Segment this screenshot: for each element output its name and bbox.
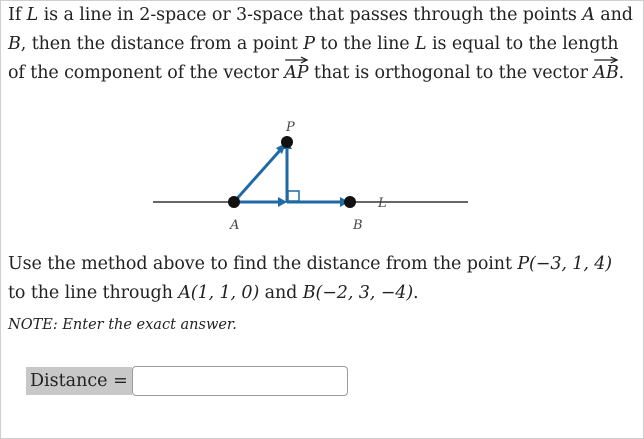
vector-arrow-icon <box>593 56 618 64</box>
text: to the line through <box>8 283 179 303</box>
text: of the component of the vector <box>8 63 285 83</box>
point-A <box>228 196 240 208</box>
right-angle-marker <box>288 191 299 201</box>
label-L: L <box>378 196 387 211</box>
vector-AP <box>284 59 308 88</box>
vector-AB-label: AB <box>593 63 619 83</box>
math-point-P: P(−3, 1, 4) <box>517 254 613 274</box>
text: Use the method above to find the distance from the point <box>8 254 518 274</box>
vector-AB <box>593 59 618 88</box>
text: that is orthogonal to the vector <box>308 63 594 83</box>
text: and <box>594 5 633 25</box>
math-point-B: B(−2, 3, −4) <box>302 283 414 303</box>
math-L: L <box>414 34 427 54</box>
math-P: P <box>303 34 315 54</box>
point-B <box>344 196 356 208</box>
text: . <box>413 283 419 303</box>
text: . <box>618 63 625 83</box>
note-text: NOTE: Enter the exact answer. <box>8 317 237 333</box>
label-A: A <box>230 218 240 233</box>
task-statement <box>8 250 638 308</box>
problem-statement <box>8 1 638 88</box>
distance-input[interactable] <box>132 366 348 396</box>
distance-label: Distance = <box>26 367 132 395</box>
text: and <box>259 283 303 303</box>
distance-diagram <box>150 118 480 238</box>
math-B: B <box>8 34 21 54</box>
point-P <box>281 136 293 148</box>
vector-AP-arrow <box>234 147 283 202</box>
text: , then the distance from a point <box>20 34 304 54</box>
text: to the line <box>314 34 415 54</box>
text: is equal to the length <box>426 34 619 54</box>
math-L: L <box>26 5 39 25</box>
label-P: P <box>286 120 295 135</box>
text: If <box>8 5 27 25</box>
vector-arrow-icon <box>284 56 308 64</box>
text: is a line in 2-space or 3-space that passes through the points <box>38 5 583 25</box>
label-B: B <box>353 218 363 233</box>
vector-AP-label: AP <box>284 63 309 83</box>
math-point-A: A(1, 1, 0) <box>178 283 260 303</box>
math-A: A <box>582 5 595 25</box>
